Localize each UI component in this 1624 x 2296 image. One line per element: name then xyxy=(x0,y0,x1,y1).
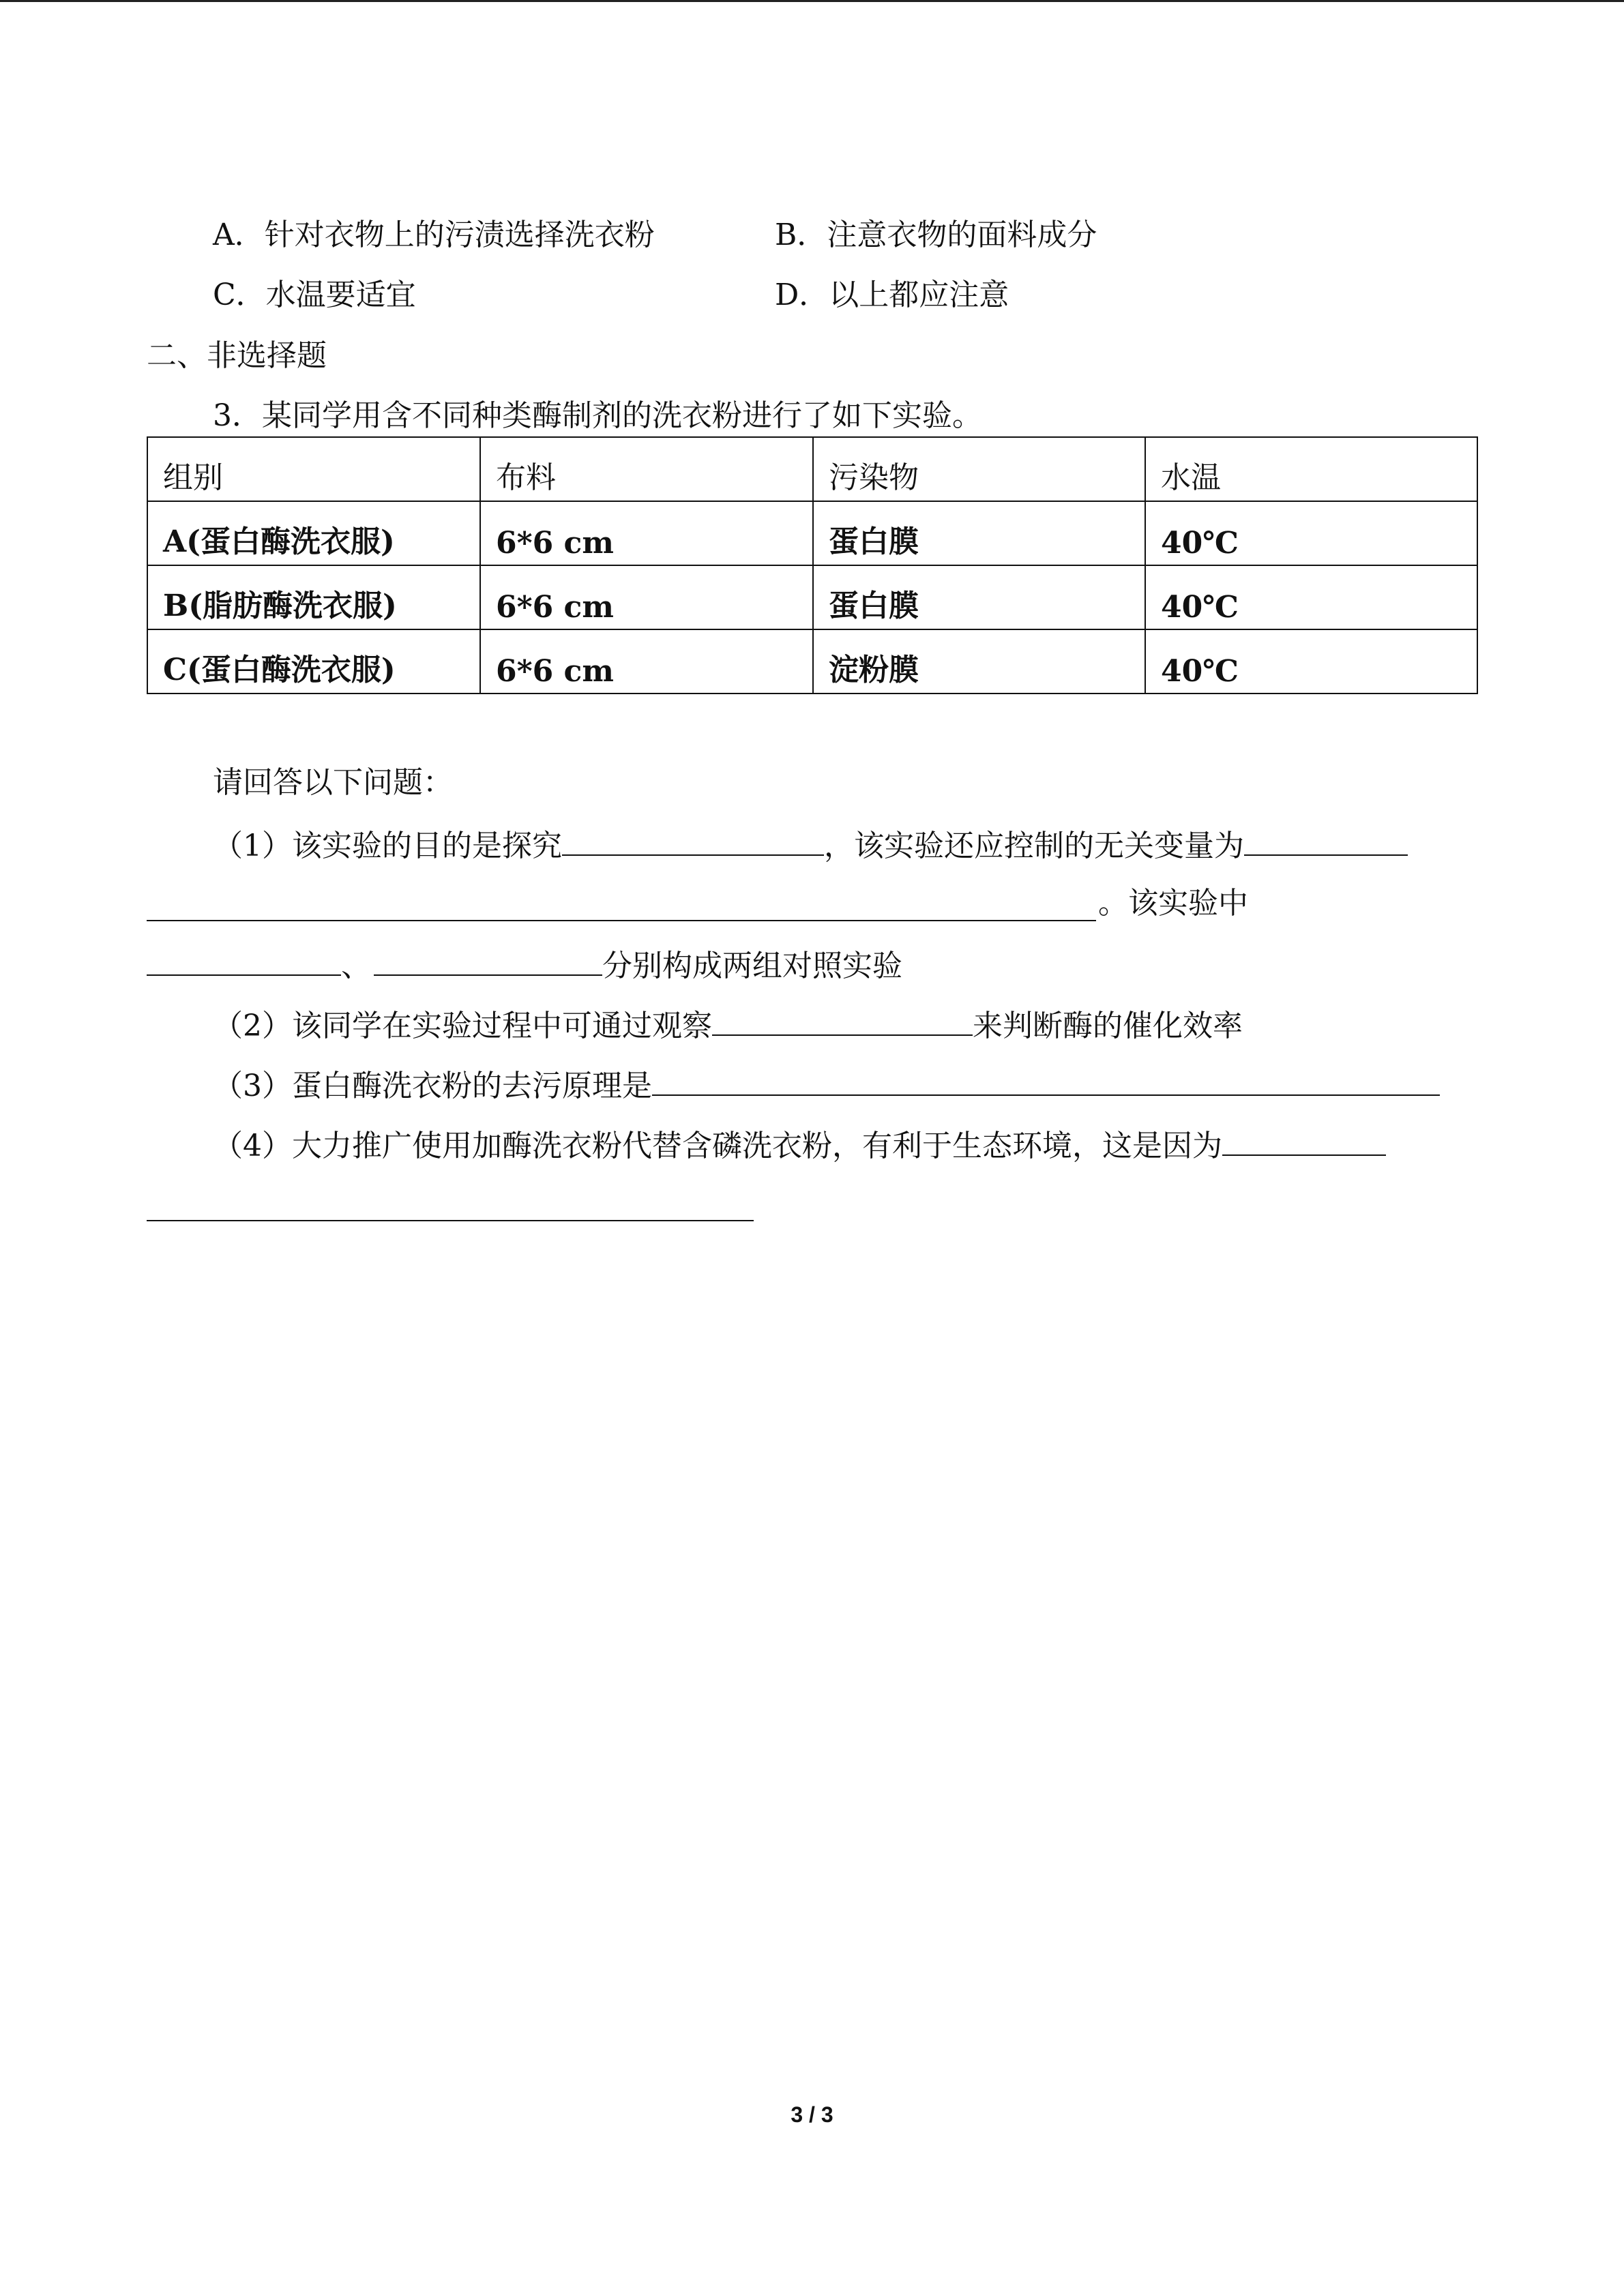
q4-blank-cont[interactable] xyxy=(147,1220,754,1221)
table-row xyxy=(147,629,1477,694)
section-title: 二、非选择题 xyxy=(147,338,327,373)
q1-blank-control-1[interactable] xyxy=(147,943,341,976)
table-cell: 淀粉膜 xyxy=(813,629,1145,694)
q1-text-4: 分别构成两组对照实验 xyxy=(602,949,902,983)
table-cell: A(蛋白酶洗衣服) xyxy=(147,501,480,565)
q1-text-2: ，该实验还应控制的无关变量为 xyxy=(824,829,1244,863)
page-top-border xyxy=(0,0,1624,2)
table-cell: B(脂肪酶洗衣服) xyxy=(147,565,480,629)
table-cell: 6*6 cm xyxy=(480,629,813,694)
table-cell: C(蛋白酶洗衣服) xyxy=(147,629,480,694)
q2-blank[interactable] xyxy=(712,1003,973,1036)
table-cell: 6*6 cm xyxy=(480,501,813,565)
option-b: B．注意衣物的面料成分 xyxy=(775,218,1097,252)
answer-prompt: 请回答以下问题： xyxy=(213,765,453,800)
q3-text: （3）蛋白酶洗衣粉的去污原理是 xyxy=(213,1069,652,1103)
subquestion-2 xyxy=(213,1003,1243,1047)
header-group: 组别 xyxy=(147,437,480,501)
option-d: D．以上都应注意 xyxy=(775,278,1009,312)
subquestion-3 xyxy=(213,1063,1440,1107)
q1-blank-variables-cont[interactable] xyxy=(147,920,1096,921)
page-number: 3 / 3 xyxy=(791,2102,833,2127)
question-stem: 3．某同学用含不同种类酶制剂的洗衣粉进行了如下实验。 xyxy=(213,398,982,433)
q1-blank-control-2[interactable] xyxy=(374,943,602,976)
q1-text-3: 。该实验中 xyxy=(1098,886,1248,921)
option-a: A．针对衣物上的污渍选择洗衣粉 xyxy=(213,218,655,252)
table-cell: 40℃ xyxy=(1145,629,1477,694)
table-cell: 6*6 cm xyxy=(480,565,813,629)
table-header-row xyxy=(147,437,1477,501)
table-cell: 蛋白膜 xyxy=(813,501,1145,565)
experiment-table xyxy=(147,436,1478,694)
table-row xyxy=(147,501,1477,565)
table-row xyxy=(147,565,1477,629)
q4-blank[interactable] xyxy=(1222,1123,1386,1156)
table-cell: 40℃ xyxy=(1145,565,1477,629)
option-c: C．水温要适宜 xyxy=(213,278,416,312)
q1-sep: 、 xyxy=(341,949,371,983)
header-cloth: 布料 xyxy=(480,437,813,501)
subquestion-1 xyxy=(213,823,1408,867)
subquestion-4 xyxy=(213,1123,1386,1167)
q2-text-1: （2）该同学在实验过程中可通过观察 xyxy=(213,1009,712,1043)
q1-blank-variables[interactable] xyxy=(1244,823,1408,856)
q4-text: （4）大力推广使用加酶洗衣粉代替含磷洗衣粉，有利于生态环境，这是因为 xyxy=(213,1129,1222,1163)
table-cell: 40℃ xyxy=(1145,501,1477,565)
q1-blank-purpose[interactable] xyxy=(562,823,824,856)
table-cell: 蛋白膜 xyxy=(813,565,1145,629)
subquestion-1-cont xyxy=(147,943,902,987)
header-temp: 水温 xyxy=(1145,437,1477,501)
q2-text-2: 来判断酶的催化效率 xyxy=(973,1009,1243,1043)
q1-text-1: （1）该实验的目的是探究 xyxy=(213,829,562,863)
q3-blank[interactable] xyxy=(652,1063,1440,1096)
header-stain: 污染物 xyxy=(813,437,1145,501)
